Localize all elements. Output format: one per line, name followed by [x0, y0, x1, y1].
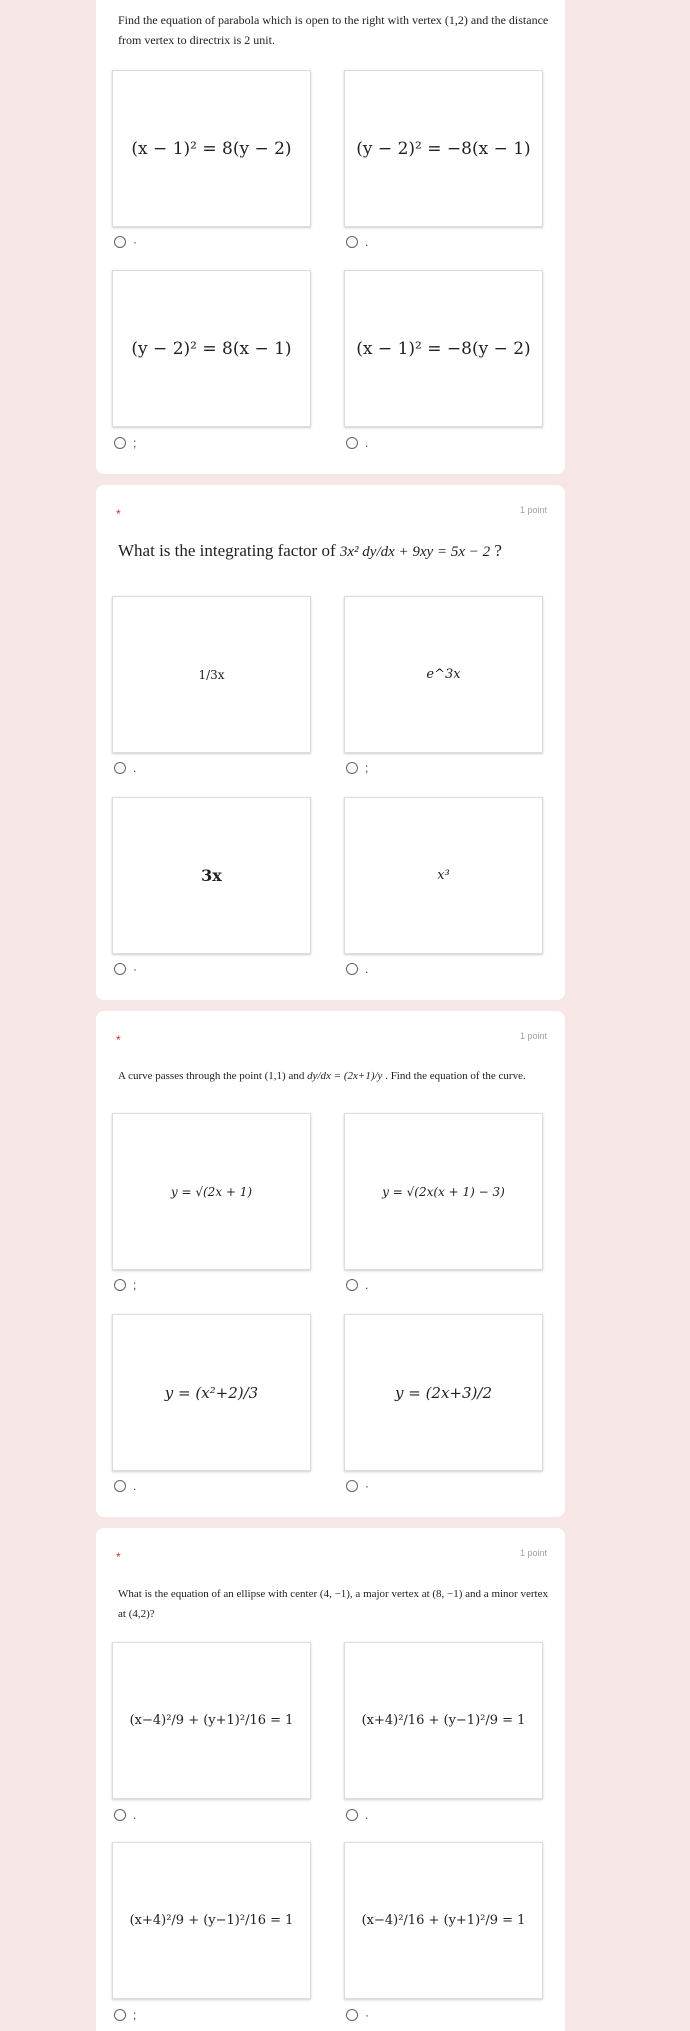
- option-image-b[interactable]: (x+4)²/16 + (y−1)²/9 = 1: [344, 1642, 543, 1799]
- question-card-1: [96, 0, 565, 474]
- option-radio-c[interactable]: ;: [114, 2008, 136, 2022]
- question-card-2: [96, 485, 565, 1000]
- radio-circle[interactable]: [346, 1480, 358, 1492]
- required-asterisk: *: [116, 507, 121, 521]
- option-image-d[interactable]: (x−4)²/16 + (y+1)²/9 = 1: [344, 1842, 543, 1999]
- option-radio-a[interactable]: .: [114, 761, 136, 775]
- radio-circle[interactable]: [114, 236, 126, 248]
- radio-circle[interactable]: [114, 2009, 126, 2021]
- radio-circle[interactable]: [346, 963, 358, 975]
- option-image-a[interactable]: y = √(2x + 1): [112, 1113, 311, 1270]
- option-radio-d[interactable]: ·: [346, 1479, 369, 1493]
- points-label: 1 point: [519, 1548, 547, 1558]
- option-image-c[interactable]: (x+4)²/9 + (y−1)²/16 = 1: [112, 1842, 311, 1999]
- option-image-c[interactable]: (y − 2)² = 8(x − 1): [112, 270, 311, 427]
- question-text: Find the equation of parabola which is open to the right with vertex (1,2) and the distance from vertex to directrix is 2 unit.: [118, 13, 549, 47]
- radio-circle[interactable]: [114, 1279, 126, 1291]
- radio-circle[interactable]: [346, 2009, 358, 2021]
- question-text: A curve passes through the point (1,1) and dy/dx = (2x+1)/y . Find the equation of the curve.: [118, 1070, 526, 1082]
- radio-circle[interactable]: [114, 762, 126, 774]
- radio-circle[interactable]: [114, 963, 126, 975]
- points-label: 1 point: [519, 505, 547, 515]
- radio-circle[interactable]: [114, 1809, 126, 1821]
- question-card-4: [96, 1528, 565, 2031]
- radio-circle[interactable]: [346, 762, 358, 774]
- option-image-d[interactable]: y = (2x+3)/2: [344, 1314, 543, 1471]
- radio-circle[interactable]: [346, 437, 358, 449]
- option-radio-a[interactable]: .: [114, 1808, 136, 1822]
- option-radio-b[interactable]: .: [346, 235, 368, 249]
- option-image-b[interactable]: e^3x: [344, 596, 543, 753]
- required-asterisk: *: [116, 1550, 121, 1564]
- option-image-a[interactable]: (x − 1)² = 8(y − 2): [112, 70, 311, 227]
- option-radio-c[interactable]: ·: [114, 962, 137, 976]
- question-text: What is the integrating factor of 3x² dy/dx + 9xy = 5x − 2 ?: [118, 541, 502, 560]
- option-image-a[interactable]: 1/3x: [112, 596, 311, 753]
- option-image-c[interactable]: y = (x²+2)/3: [112, 1314, 311, 1471]
- option-radio-d[interactable]: .: [346, 962, 368, 976]
- radio-circle[interactable]: [346, 236, 358, 248]
- radio-circle[interactable]: [346, 1279, 358, 1291]
- required-asterisk: *: [116, 1033, 121, 1047]
- option-radio-d[interactable]: .: [346, 436, 368, 450]
- option-radio-b[interactable]: .: [346, 1278, 368, 1292]
- radio-circle[interactable]: [114, 437, 126, 449]
- option-radio-c[interactable]: .: [114, 1479, 136, 1493]
- question-text: What is the equation of an ellipse with center (4, −1), a major vertex at (8, −1) and a minor vertex at (4,2)?: [118, 1588, 548, 1620]
- option-image-d[interactable]: x³: [344, 797, 543, 954]
- option-radio-b[interactable]: .: [346, 1808, 368, 1822]
- option-image-a[interactable]: (x−4)²/9 + (y+1)²/16 = 1: [112, 1642, 311, 1799]
- option-image-c[interactable]: 3x: [112, 797, 311, 954]
- option-radio-a[interactable]: ;: [114, 1278, 136, 1292]
- points-label: 1 point: [519, 1031, 547, 1041]
- option-image-b[interactable]: y = √(2x(x + 1) − 3): [344, 1113, 543, 1270]
- radio-circle[interactable]: [346, 1809, 358, 1821]
- option-radio-b[interactable]: ;: [346, 761, 368, 775]
- option-image-d[interactable]: (x − 1)² = −8(y − 2): [344, 270, 543, 427]
- option-radio-d[interactable]: ·: [346, 2008, 369, 2022]
- radio-circle[interactable]: [114, 1480, 126, 1492]
- question-card-3: [96, 1011, 565, 1517]
- option-radio-a[interactable]: ·: [114, 235, 137, 249]
- option-image-b[interactable]: (y − 2)² = −8(x − 1): [344, 70, 543, 227]
- option-radio-c[interactable]: ;: [114, 436, 136, 450]
